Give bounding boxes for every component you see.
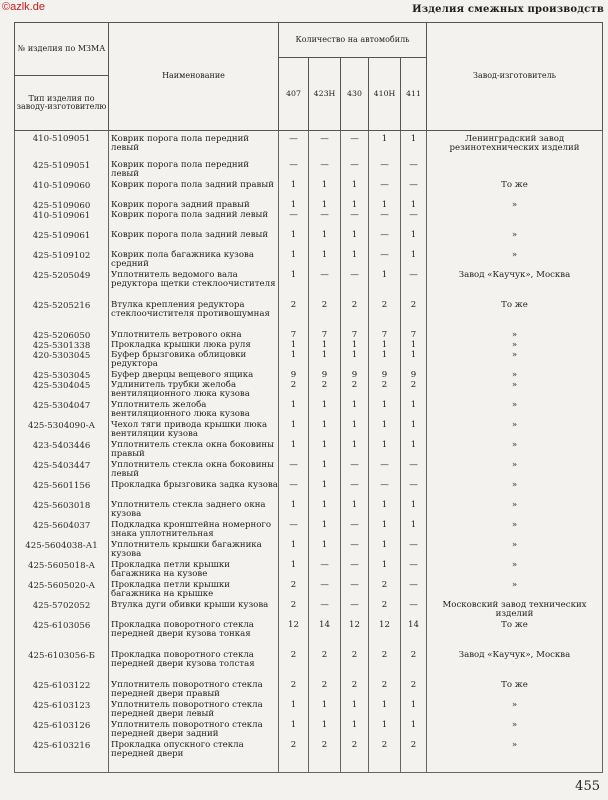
qty-cell: — <box>279 481 309 501</box>
part-code: 425-5604037 <box>15 521 109 541</box>
qty-cell: 7 <box>309 331 341 341</box>
part-code: 410-5109051 <box>15 131 109 161</box>
manufacturer: » <box>427 561 603 581</box>
qty-cell: 1 <box>401 501 427 521</box>
qty-cell: 1 <box>309 441 341 461</box>
qty-cell: 7 <box>401 331 427 341</box>
qty-cell: 1 <box>279 441 309 461</box>
manufacturer: Завод «Каучук», Москва <box>427 271 603 301</box>
table-row <box>15 721 603 741</box>
qty-cell: — <box>401 581 427 601</box>
qty-cell: 2 <box>369 381 401 401</box>
part-name: Удлинитель трубки желоба вентиляционного люка кузова <box>109 381 279 401</box>
part-name: Буфер дверцы вещевого ящика <box>109 371 279 381</box>
qty-cell: 1 <box>369 701 401 721</box>
manufacturer: То же <box>427 681 603 701</box>
table-row <box>15 201 603 211</box>
qty-cell: — <box>401 561 427 581</box>
qty-cell: 12 <box>341 621 369 651</box>
qty-cell: 1 <box>309 721 341 741</box>
qty-cell: 7 <box>341 331 369 341</box>
page-number: 455 <box>575 779 600 794</box>
qty-cell: 2 <box>401 741 427 773</box>
part-name: Коврик порога пола задний левый <box>109 211 279 231</box>
part-name: Уплотнитель желоба вентиляционного люка кузова <box>109 401 279 421</box>
qty-cell: 1 <box>341 441 369 461</box>
qty-cell: — <box>309 271 341 301</box>
qty-cell: — <box>369 181 401 201</box>
qty-cell: 1 <box>341 251 369 271</box>
part-name: Коврик пола багажника кузова средний <box>109 251 279 271</box>
qty-cell: 1 <box>369 421 401 441</box>
part-code: 425-5304047 <box>15 401 109 421</box>
part-code: 425-5109102 <box>15 251 109 271</box>
qty-cell: 1 <box>401 231 427 251</box>
part-name: Втулка дуги обивки крыши кузова <box>109 601 279 621</box>
qty-cell: 2 <box>369 681 401 701</box>
manufacturer: То же <box>427 301 603 331</box>
qty-cell: 1 <box>309 541 341 561</box>
qty-cell: 1 <box>369 401 401 421</box>
qty-cell: 1 <box>369 351 401 371</box>
qty-cell: 1 <box>279 251 309 271</box>
qty-cell: 1 <box>369 521 401 541</box>
qty-cell: 2 <box>279 651 309 681</box>
part-name: Уплотнитель стекла окна боковины левый <box>109 461 279 481</box>
part-name: Прокладка петли крышки багажника на кузове <box>109 561 279 581</box>
qty-cell: 2 <box>309 681 341 701</box>
qty-cell: 1 <box>401 201 427 211</box>
qty-cell: 2 <box>401 681 427 701</box>
qty-cell: 14 <box>401 621 427 651</box>
part-code: 425-5403447 <box>15 461 109 481</box>
qty-cell: 1 <box>401 341 427 351</box>
qty-cell: — <box>279 211 309 231</box>
manufacturer: » <box>427 251 603 271</box>
qty-cell: 1 <box>401 721 427 741</box>
qty-cell: 1 <box>369 131 401 161</box>
part-code: 425-6103123 <box>15 701 109 721</box>
table-row <box>15 181 603 201</box>
part-code: 425-5205216 <box>15 301 109 331</box>
table-row <box>15 621 603 651</box>
part-code: 425-5109061 <box>15 231 109 251</box>
qty-cell: — <box>401 181 427 201</box>
site-watermark: ©azlk.de <box>2 1 45 13</box>
manufacturer: » <box>427 481 603 501</box>
model-header: 410Н <box>369 58 401 131</box>
part-code: 425-5605020-А <box>15 581 109 601</box>
qty-cell: 1 <box>401 401 427 421</box>
table-row <box>15 461 603 481</box>
part-code: 425-5109060 <box>15 201 109 211</box>
qty-cell: — <box>401 601 427 621</box>
qty-cell: 1 <box>279 271 309 301</box>
qty-cell: 7 <box>279 331 309 341</box>
manufacturer: » <box>427 501 603 521</box>
qty-cell: 1 <box>309 251 341 271</box>
qty-cell: — <box>401 461 427 481</box>
qty-cell: — <box>341 561 369 581</box>
qty-cell: 1 <box>309 351 341 371</box>
table-row <box>15 161 603 181</box>
part-name: Буфер брызговика облицовки редуктора <box>109 351 279 371</box>
qty-cell: 1 <box>401 701 427 721</box>
qty-cell: — <box>309 601 341 621</box>
qty-cell: 1 <box>309 201 341 211</box>
part-code: 425-5702052 <box>15 601 109 621</box>
part-name: Прокладка брызговика задка кузова <box>109 481 279 501</box>
part-name: Прокладка поворотного стекла передней двери кузова толстая <box>109 651 279 681</box>
qty-cell: 1 <box>309 231 341 251</box>
part-code: 425-5205049 <box>15 271 109 301</box>
qty-cell: 1 <box>369 441 401 461</box>
manufacturer: » <box>427 701 603 721</box>
qty-cell: 2 <box>341 681 369 701</box>
table-row <box>15 541 603 561</box>
part-name: Прокладка опускного стекла передней двери <box>109 741 279 773</box>
manufacturer: Завод «Каучук», Москва <box>427 651 603 681</box>
part-code: 425-5601156 <box>15 481 109 501</box>
part-code: 425-5301338 <box>15 341 109 351</box>
manufacturer: » <box>427 371 603 381</box>
part-code: 420-5303045 <box>15 351 109 371</box>
qty-cell: 2 <box>279 681 309 701</box>
manufacturer: » <box>427 541 603 561</box>
manufacturer: » <box>427 441 603 461</box>
part-code: 425-6103216 <box>15 741 109 773</box>
part-code: 425-6103056-Б <box>15 651 109 681</box>
qty-cell: 2 <box>369 651 401 681</box>
table-row <box>15 401 603 421</box>
manufacturer: » <box>427 421 603 441</box>
qty-cell: 2 <box>369 301 401 331</box>
table-row <box>15 701 603 721</box>
qty-cell: 1 <box>369 501 401 521</box>
qty-cell: — <box>341 581 369 601</box>
part-code: 425-5603018 <box>15 501 109 521</box>
qty-cell: — <box>341 521 369 541</box>
qty-cell: 1 <box>369 541 401 561</box>
part-name: Уплотнитель поворотного стекла передней двери задний <box>109 721 279 741</box>
part-code: 425-6103056 <box>15 621 109 651</box>
table-row <box>15 301 603 331</box>
table-row <box>15 441 603 461</box>
qty-cell: — <box>341 541 369 561</box>
part-name: Уплотнитель стекла окна боковины правый <box>109 441 279 461</box>
qty-cell: 1 <box>309 461 341 481</box>
qty-cell: — <box>401 211 427 231</box>
table-row <box>15 521 603 541</box>
qty-cell: — <box>341 481 369 501</box>
qty-cell: 1 <box>279 541 309 561</box>
qty-cell: — <box>309 161 341 181</box>
manufacturer <box>427 161 603 181</box>
qty-cell: 1 <box>279 401 309 421</box>
part-name: Коврик порога пола задний левый <box>109 231 279 251</box>
manufacturer: » <box>427 351 603 371</box>
qty-cell: 9 <box>369 371 401 381</box>
table-row <box>15 581 603 601</box>
qty-cell: — <box>341 271 369 301</box>
qty-cell: 1 <box>279 181 309 201</box>
part-name: Прокладка петли крышки багажника на крышке <box>109 581 279 601</box>
code-header <box>15 23 109 131</box>
qty-cell: 1 <box>279 421 309 441</box>
table-row <box>15 651 603 681</box>
qty-cell: 1 <box>369 271 401 301</box>
manufacturer: » <box>427 521 603 541</box>
qty-cell: 1 <box>279 721 309 741</box>
qty-cell: 1 <box>309 501 341 521</box>
qty-cell: — <box>369 211 401 231</box>
model-header: 423Н <box>309 58 341 131</box>
manufacturer: » <box>427 741 603 773</box>
name-header: Наименование <box>109 23 279 131</box>
qty-cell: — <box>369 161 401 181</box>
part-name: Коврик порога пола задний правый <box>109 181 279 201</box>
qty-cell: 9 <box>279 371 309 381</box>
qty-cell: — <box>369 251 401 271</box>
qty-cell: 9 <box>401 371 427 381</box>
manufacturer-header: Завод-изготовитель <box>427 23 603 131</box>
qty-cell: 1 <box>401 441 427 461</box>
part-name: Подкладка кронштейна номерного знака уплотнительная <box>109 521 279 541</box>
qty-cell: — <box>309 131 341 161</box>
part-code: 410-5109060 <box>15 181 109 201</box>
qty-cell: 2 <box>279 741 309 773</box>
qty-cell: 1 <box>279 231 309 251</box>
qty-cell: 1 <box>401 251 427 271</box>
qty-cell: 1 <box>369 341 401 351</box>
qty-cell: — <box>401 541 427 561</box>
manufacturer: То же <box>427 181 603 201</box>
qty-header: Количество на автомобиль <box>279 23 427 58</box>
qty-cell: 1 <box>341 721 369 741</box>
qty-cell: — <box>341 461 369 481</box>
qty-cell: 2 <box>341 381 369 401</box>
part-code: 425-5109051 <box>15 161 109 181</box>
qty-cell: — <box>279 131 309 161</box>
qty-cell: 2 <box>369 601 401 621</box>
qty-cell: 1 <box>369 561 401 581</box>
qty-cell: 2 <box>369 581 401 601</box>
qty-cell: 1 <box>279 201 309 211</box>
table-row <box>15 231 603 251</box>
qty-cell: 1 <box>279 701 309 721</box>
qty-cell: 1 <box>341 201 369 211</box>
qty-cell: 1 <box>401 521 427 541</box>
qty-cell: 1 <box>401 131 427 161</box>
qty-cell: 1 <box>401 351 427 371</box>
part-name: Прокладка крышки люка руля <box>109 341 279 351</box>
part-name: Прокладка поворотного стекла передней двери кузова тонкая <box>109 621 279 651</box>
qty-cell: — <box>369 231 401 251</box>
qty-cell: 1 <box>341 231 369 251</box>
qty-cell: 2 <box>279 581 309 601</box>
qty-cell: 1 <box>341 341 369 351</box>
qty-cell: 2 <box>279 381 309 401</box>
code-header-bottom: Тип изделия по заводу-изготовителю <box>16 93 107 111</box>
qty-cell: — <box>341 131 369 161</box>
qty-cell: — <box>309 581 341 601</box>
qty-cell: — <box>309 561 341 581</box>
qty-cell: 1 <box>369 721 401 741</box>
qty-cell: 2 <box>341 651 369 681</box>
qty-cell: 14 <box>309 621 341 651</box>
manufacturer: » <box>427 461 603 481</box>
table-body <box>15 131 603 773</box>
qty-cell: 9 <box>341 371 369 381</box>
qty-cell: — <box>341 161 369 181</box>
qty-cell: — <box>279 521 309 541</box>
qty-cell: 2 <box>279 601 309 621</box>
table-row <box>15 681 603 701</box>
qty-cell: 1 <box>309 421 341 441</box>
part-name: Чехол тяги привода крышки люка вентиляции кузова <box>109 421 279 441</box>
qty-cell: 1 <box>341 401 369 421</box>
qty-cell: 1 <box>309 481 341 501</box>
qty-cell: 2 <box>279 301 309 331</box>
qty-cell: 2 <box>401 301 427 331</box>
qty-cell: 1 <box>279 341 309 351</box>
part-name: Уплотнитель поворотного стекла передней двери левый <box>109 701 279 721</box>
qty-cell: — <box>341 211 369 231</box>
qty-cell: 2 <box>309 741 341 773</box>
qty-cell: — <box>369 461 401 481</box>
part-name: Коврик порога задний правый <box>109 201 279 211</box>
qty-cell: 12 <box>369 621 401 651</box>
running-head: Изделия смежных производств <box>412 4 604 15</box>
qty-cell: 1 <box>279 351 309 371</box>
manufacturer: » <box>427 331 603 341</box>
part-name: Уплотнитель крышки багажника кузова <box>109 541 279 561</box>
manufacturer: То же <box>427 621 603 651</box>
qty-cell: 2 <box>309 381 341 401</box>
qty-cell: — <box>401 161 427 181</box>
qty-cell: — <box>341 601 369 621</box>
part-code: 410-5109061 <box>15 211 109 231</box>
table-row <box>15 211 603 231</box>
part-code: 425-5605018-А <box>15 561 109 581</box>
part-name: Уплотнитель поворотного стекла передней двери правый <box>109 681 279 701</box>
qty-cell: — <box>279 161 309 181</box>
manufacturer: Ленинградский завод резинотехнических изделий <box>427 131 603 161</box>
manufacturer: » <box>427 401 603 421</box>
qty-cell: 1 <box>279 561 309 581</box>
part-code: 425-5206050 <box>15 331 109 341</box>
header-row <box>15 23 603 58</box>
qty-cell: 2 <box>401 381 427 401</box>
qty-cell: — <box>279 461 309 481</box>
qty-cell: 2 <box>341 741 369 773</box>
qty-cell: 1 <box>401 421 427 441</box>
part-name: Уплотнитель стекла заднего окна кузова <box>109 501 279 521</box>
manufacturer: » <box>427 341 603 351</box>
qty-cell: 1 <box>341 501 369 521</box>
table-row <box>15 131 603 161</box>
part-code: 425-5303045 <box>15 371 109 381</box>
table-row <box>15 271 603 301</box>
part-name: Коврик порога пола передний левый <box>109 131 279 161</box>
qty-cell: 2 <box>369 741 401 773</box>
manufacturer: » <box>427 231 603 251</box>
part-name: Уплотнитель ветрового окна <box>109 331 279 341</box>
code-header-top: № изделия по МЗМА <box>15 23 108 76</box>
qty-cell: 1 <box>309 401 341 421</box>
model-header: 411 <box>401 58 427 131</box>
table-row <box>15 561 603 581</box>
table-row <box>15 351 603 371</box>
table-row <box>15 251 603 271</box>
model-header: 430 <box>341 58 369 131</box>
qty-cell: 2 <box>341 301 369 331</box>
model-header: 407 <box>279 58 309 131</box>
part-name: Уплотнитель ведомого вала редуктора щетки стеклоочистителя <box>109 271 279 301</box>
qty-cell: 9 <box>309 371 341 381</box>
qty-cell: 1 <box>341 351 369 371</box>
qty-cell: 1 <box>369 201 401 211</box>
part-code: 423-5403446 <box>15 441 109 461</box>
qty-cell: 2 <box>401 651 427 681</box>
qty-cell: 1 <box>341 181 369 201</box>
qty-cell: 1 <box>341 421 369 441</box>
table-row <box>15 501 603 521</box>
parts-table <box>14 22 603 773</box>
qty-cell: 2 <box>309 651 341 681</box>
table-row <box>15 381 603 401</box>
qty-cell: — <box>401 481 427 501</box>
part-code: 425-5604038-А1 <box>15 541 109 561</box>
part-code: 425-5304045 <box>15 381 109 401</box>
manufacturer: » <box>427 721 603 741</box>
table-row <box>15 601 603 621</box>
part-code: 425-6103126 <box>15 721 109 741</box>
table-row <box>15 481 603 501</box>
qty-cell: 7 <box>369 331 401 341</box>
table-row <box>15 421 603 441</box>
part-code: 425-5304090-А <box>15 421 109 441</box>
qty-cell: — <box>369 481 401 501</box>
qty-cell: 1 <box>309 181 341 201</box>
part-name: Коврик порога пола передний левый <box>109 161 279 181</box>
part-code: 425-6103122 <box>15 681 109 701</box>
manufacturer: » <box>427 581 603 601</box>
qty-cell: — <box>401 271 427 301</box>
manufacturer: Московский завод технических изделий <box>427 601 603 621</box>
qty-cell: 1 <box>279 501 309 521</box>
part-name: Втулка крепления редуктора стеклоочистителя противошумная <box>109 301 279 331</box>
manufacturer: » <box>427 381 603 401</box>
qty-cell: 1 <box>309 701 341 721</box>
manufacturer <box>427 211 603 231</box>
manufacturer: » <box>427 201 603 211</box>
qty-cell: — <box>309 211 341 231</box>
qty-cell: 12 <box>279 621 309 651</box>
qty-cell: 2 <box>309 301 341 331</box>
table-row <box>15 741 603 773</box>
qty-cell: 1 <box>341 701 369 721</box>
qty-cell: 1 <box>309 341 341 351</box>
qty-cell: 1 <box>309 521 341 541</box>
